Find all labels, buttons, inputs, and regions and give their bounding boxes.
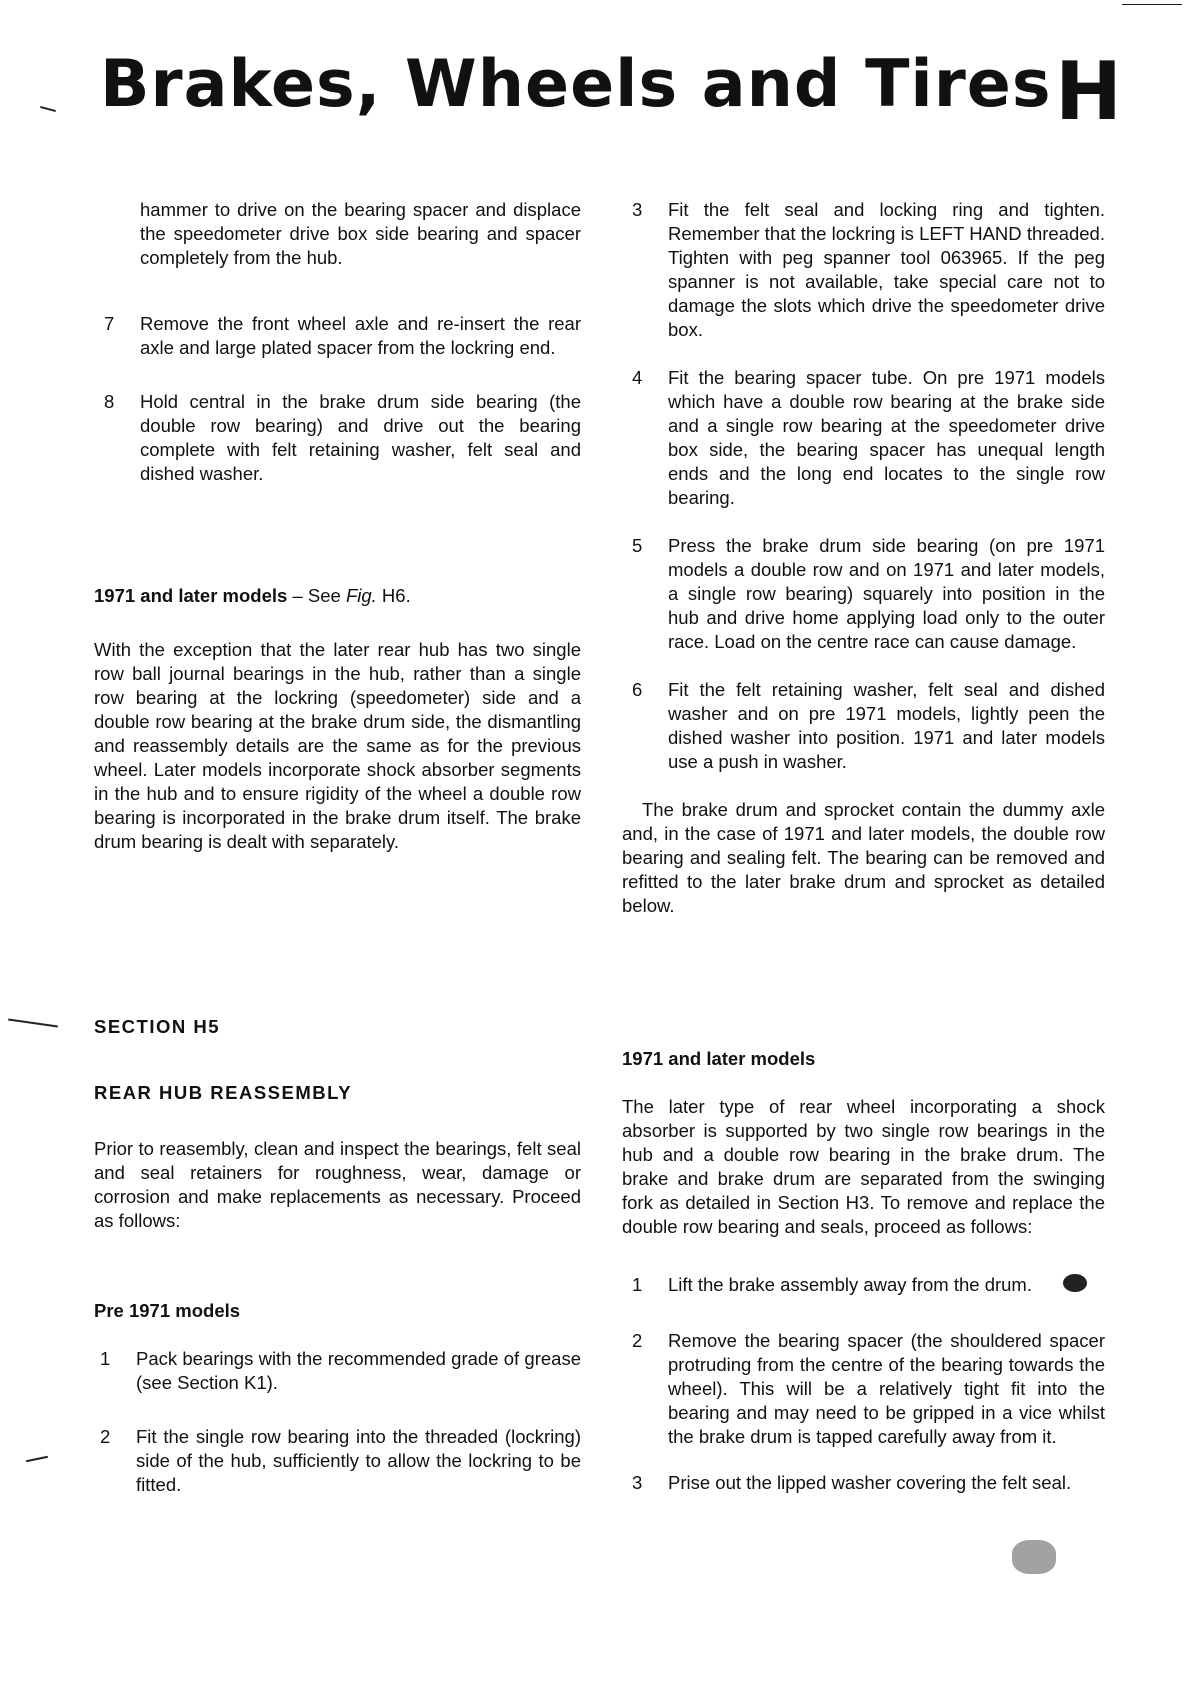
step-text: Fit the single row bearing into the threaded (lockring) side of the hub, sufficiently to allow the lockring to be fitted. [136, 1426, 581, 1495]
later-models-paragraph: With the exception that the later rear hub has two single row ball journal bearings in the hub, rather than a single row bearing at the lockring (speedometer) side and a double row bearing at the brake drum side, the dismantling and reassembly details are the same as for the previous wheel. Later models incorporate shock absorber segments in the hub and to ensure rigidity of the wheel a double row bearing is incorporated in the brake drum itself. The brake drum bearing is dealt with separately. [94, 639, 581, 852]
later-models-heading: 1971 and later models [622, 1048, 816, 1069]
scan-speckle [1012, 1540, 1056, 1574]
list-item [90, 1425, 581, 1497]
step-text: Fit the felt retaining washer, felt seal and dished washer and on pre 1971 models, lightly peen the dished washer into position. 1971 and later models use a push in washer. [668, 679, 1105, 772]
step-text: Prise out the lipped washer covering the felt seal. [668, 1472, 1072, 1493]
continued-paragraph: hammer to drive on the bearing spacer and displace the speedometer drive box side bearing and spacer completely from the hub. [140, 199, 581, 268]
step-number: 7 [104, 313, 115, 334]
left-later-models [94, 584, 581, 854]
list-item [622, 678, 1105, 774]
scan-mark [26, 1456, 48, 1463]
step-number: 1 [632, 1274, 643, 1295]
step-number: 8 [104, 391, 115, 412]
right-column [622, 198, 1105, 918]
step-number: 5 [632, 535, 643, 556]
list-item [94, 312, 581, 360]
section-h5 [94, 1015, 581, 1497]
pre-1971-heading: Pre 1971 models [94, 1300, 241, 1321]
step-number: 1 [100, 1348, 111, 1369]
list-item [622, 534, 1105, 654]
step-number: 3 [632, 1472, 643, 1493]
step-text: Pack bearings with the recommended grade of grease (see Section K1). [136, 1348, 581, 1393]
step-number: 6 [632, 679, 643, 700]
reassembly-intro: Prior to reasembly, clean and inspect the bearings, felt seal and seal retainers for roughness, wear, damage or corrosion and make replacements as necessary. Proceed as follows: [94, 1138, 581, 1231]
scan-mark [8, 1019, 58, 1028]
step-text: Press the brake drum side bearing (on pre 1971 models a double row and on 1971 and later models, a single row bearing) squarely into position in the hub and drive home applying load only to the outer race. Load on the centre race can cause damage. [668, 535, 1105, 652]
later-models-paragraph: The later type of rear wheel incorporating a shock absorber is supported by two single row bearings in the hub and a double row bearing in the brake drum. The brake and brake drum are separated from the swinging fork as detailed in Section H3. To remove and replace the double row bearing and seals, proceed as follows: [622, 1096, 1105, 1237]
right-later-models [622, 1047, 1105, 1495]
step-text: Fit the felt seal and locking ring and tighten. Remember that the lockring is LEFT HAND threaded. Tighten with peg spanner tool 063965. If the peg spanner is not available, take special care not to damage the slots which drive the speedometer drive box. [668, 199, 1105, 340]
step-text: Fit the bearing spacer tube. On pre 1971 models which have a double row bearing at the brake side and a single row bearing at the speedometer drive box side, the bearing spacer has unequal length ends and the long end locates to the single row bearing. [668, 367, 1105, 508]
step-text: Remove the front wheel axle and re-insert the rear axle and large plated spacer from the lockring end. [140, 313, 581, 358]
step-number: 3 [632, 199, 643, 220]
list-item [90, 1347, 581, 1395]
list-item [94, 390, 581, 486]
list-item [622, 1471, 1105, 1495]
step-number: 2 [100, 1426, 111, 1447]
step-text: Hold central in the brake drum side bearing (the double row bearing) and drive out the bearing complete with felt retaining washer, felt seal and dished washer. [140, 391, 581, 484]
section-label: SECTION H5 [94, 1016, 221, 1037]
step-text: Remove the bearing spacer (the shouldered spacer protruding from the centre of the bearing towards the wheel). This will be a relatively tight fit into the bearing and may need to be gripped in a vice whilst the brake drum is tapped carefully away from it. [668, 1330, 1105, 1447]
step-text: Lift the brake assembly away from the drum. [668, 1274, 1032, 1295]
list-item [622, 366, 1105, 510]
scan-mark [40, 106, 56, 112]
step-number: 4 [632, 367, 643, 388]
drum-paragraph: The brake drum and sprocket contain the dummy axle and, in the case of 1971 and later models, the double row bearing and sealing felt. The bearing can be removed and refitted to the later brake drum and sprocket as detailed below. [622, 799, 1105, 916]
later-models-heading: 1971 and later models – See Fig. H6. [94, 585, 411, 606]
step-number: 2 [632, 1330, 643, 1351]
left-column [94, 198, 581, 486]
section-title: REAR HUB REASSEMBLY [94, 1082, 353, 1103]
list-item [622, 1273, 1105, 1297]
page-title: Brakes, Wheels and Tires [100, 47, 1052, 122]
list-item [622, 198, 1105, 342]
list-item [622, 1329, 1105, 1449]
scan-mark [1122, 4, 1182, 5]
section-letter: H [1055, 45, 1122, 138]
